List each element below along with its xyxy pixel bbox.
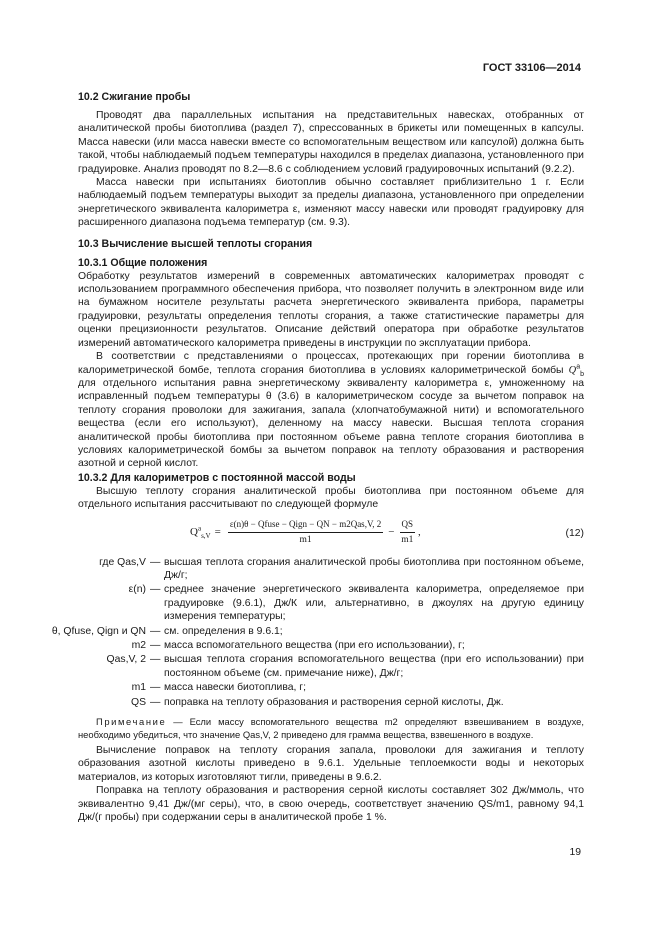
formula-numerator: ε(n)θ − Qfuse − Qign − QN − m2Qas,V, 2 [228, 518, 383, 533]
page-content [51, 90, 584, 824]
definition-text: масса навески биотоплива, г; [164, 682, 306, 694]
subsection-heading-10-3-2: 10.3.2 Для калориметров с постоянной массой воды [78, 471, 356, 484]
equation-number: (12) [565, 527, 584, 539]
formula-equals: = [214, 525, 221, 538]
formula-denominator: m1 [299, 534, 312, 545]
section-heading-10-3: 10.3 Вычисление высшей теплоты сгорания [78, 237, 313, 250]
note [78, 715, 584, 741]
formula-fraction-main [228, 518, 383, 548]
paragraph: Обработку результатов измерений в современных автоматических калориметрах проводят с использованием программного обеспечения прибора, что позволяет получить в электронном виде или на бумажном носителе результаты расчета энергетического эквивалента прибора, параметры градуировки, результаты определения теплоты сгорания, а также статистические параметры для оценки прецизионности результатов. Описание действий оператора при обработке результатов измерений автоматического калориметра приведены в инструкции по эксплуатации прибора. [78, 270, 584, 349]
definition-symbol: QS [130, 696, 146, 708]
definition-text: поправка на теплоту образования и растворения серной кислоты, Дж. [164, 696, 504, 708]
paragraph: Поправка на теплоту образования и растворения серной кислоты составляет 302 Дж/ммоль, что эквивалентно 9,41 Дж/(мг серы), что, в свою очередь, соответствует значению QS/m1, равному 94,1 Дж/(г пробы) при содержании серы в аналитической пробе 1 %. [78, 785, 584, 824]
subsection-heading-10-3-1: 10.3.1 Общие положения [78, 256, 208, 269]
definition-symbol: θ, Qfuse, Qign и QN [51, 625, 146, 637]
definition-symbol: где Qas,V [99, 556, 146, 568]
note-label: Примечание [96, 716, 167, 728]
note-text: — Если массу вспомогательного вещества m2 определяют взвешиванием в воздухе, необходимо убедиться, что значение Qas,V, 2 приведено для грамма вещества, взвешенного в воздухе. [78, 716, 584, 741]
definition-row: Qas,V, 2 — высшая теплота сгорания вспомогательного вещества (при его использовании) при постоянном объеме (см. примечание ниже), Дж/г; [78, 653, 584, 680]
definition-symbol: ε(n) [128, 584, 146, 596]
paragraph: Масса навески при испытаниях биотоплив обычно составляет приблизительно 1 г. Если наблюдаемый подъем температуры выходит за пределы диапазона, установленного при определении энергетического эквивалента калориметра ε, изменяют массу навески или проводят градуировку для расширенного диапазона подъема температур (см. 9.3). [78, 177, 584, 229]
formula-minus: − [388, 525, 395, 538]
paragraph: Проводят два параллельных испытания на представительных навесках, отобранных от аналитической пробы биотоплива (раздел 7), спрессованных в брикеты или помещенных в капсулы. Масса навески (или масса навески вместе со вспомогательным веществом или капсулой) должна быть такой, чтобы наблюдаемый подъем температуры находился в пределах диапазона, установленного при градуировке. Анализ проводят по 8.2—8.6 с соблюдением условий градуировочных испытаний (9.2.2). [78, 110, 584, 175]
formula-12 [78, 518, 584, 552]
formula-comma: , [418, 525, 421, 538]
definition-row: где Qas,V — высшая теплота сгорания аналитической пробы биотоплива при постоянном объеме, Дж/г; [78, 556, 584, 583]
paragraph: Вычисление поправок на теплоту сгорания запала, проволоки для зажигания и теплоту образования азотной кислоты приведено в 9.6.1. Удельные теплоемкости воды и некоторых материалов, из которых изготовляют тигли, приведены в 9.6.2. [78, 745, 584, 783]
formula-lhs: $Q^a_{s,V}$ [190, 524, 211, 540]
definition-text: среднее значение энергетического эквивалента калориметра, определяемое при градуировке (9.6.1), Дж/К или, альтернативно, в джоулях на другую единицу измерения температуры; [164, 584, 584, 623]
page-number: 19 [569, 847, 581, 858]
definition-text: высшая теплота сгорания аналитической пробы биотоплива при постоянном объеме, Дж/г; [164, 556, 584, 581]
definition-row: QS — поправка на теплоту образования и растворения серной кислоты, Дж. [78, 696, 584, 709]
definition-symbol: m2 [131, 640, 146, 651]
definition-row: ε(n) — среднее значение энергетического эквивалента калориметра, определяемое при градуировке (9.6.1), Дж/К или, альтернативно, в джоулях на другую единицу измерения температуры; [78, 583, 584, 623]
symbol-definitions [51, 556, 584, 709]
paragraph: Высшую теплоту сгорания аналитической пробы биотоплива при постоянном объеме для отдельного испытания рассчитывают по следующей формуле [78, 485, 584, 511]
definition-row: θ, Qfuse, Qign и QN — см. определения в 9.6.1; [78, 625, 584, 638]
section-heading-10-2: 10.2 Сжигание пробы [78, 91, 191, 103]
definition-row: m2 — масса вспомогательного вещества (при его использовании), г; [78, 639, 584, 652]
definition-symbol: Qas,V, 2 [106, 654, 146, 666]
definition-row: m1 — масса навески биотоплива, г; [78, 681, 584, 694]
formula-denominator: m1 [401, 534, 414, 545]
standard-code: ГОСТ 33106—2014 [482, 62, 581, 74]
definition-symbol: m1 [131, 682, 146, 694]
formula-fraction-sulfur [400, 518, 416, 548]
definition-text: масса вспомогательного вещества (при его использовании), г; [164, 640, 465, 651]
formula-numerator: QS [400, 518, 416, 533]
formula-expression [190, 518, 421, 548]
definition-text: высшая теплота сгорания вспомогательного вещества (при его использовании) при постоянном объеме (см. примечание ниже), Дж/г; [164, 654, 584, 679]
definition-text: см. определения в 9.6.1; [164, 625, 283, 637]
paragraph: В соответствии с представлениями о процессах, протекающих при горении биотоплива в калориметрической бомбе, теплота сгорания биотоплива в условиях калориметрической бомбы $Q^a_b$ для отдельного испытания равна энергетическому эквиваленту калориметра ε, умноженному на исправленный подъем температуры θ (3.6) в калориметрическом сосуде за вычетом поправок на теплоту сгорания проволоки для зажигания, запала (хлопчатобумажной нити) и вспомогательного вещества (если его используют), деленному на массу навески. Высшая теплота сгорания аналитической пробы биотоплива при постоянном объеме равна теплоте сгорания биотоплива в условиях калориметрической бомбы за вычетом поправок на теплоту образования и растворения азотной и серной кислот. [78, 351, 584, 470]
